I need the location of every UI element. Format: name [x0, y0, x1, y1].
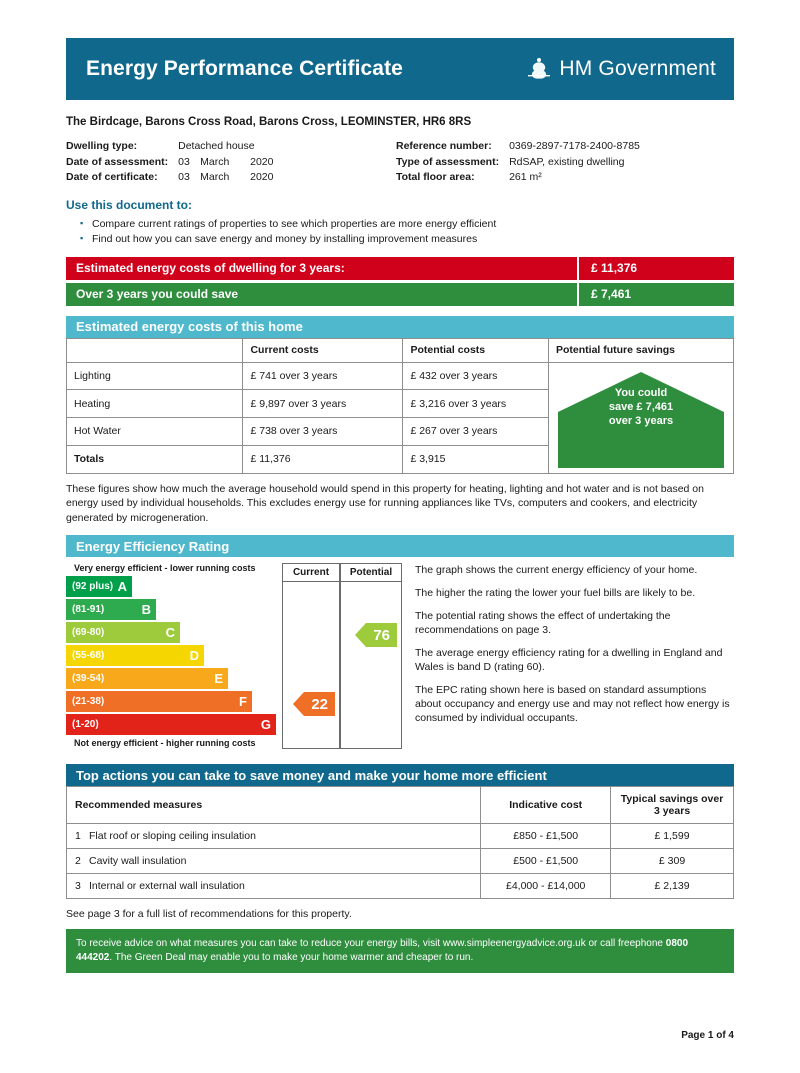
advice-text-2: or [585, 938, 598, 949]
rec-measure-2 [67, 849, 481, 874]
meta-left [66, 139, 396, 186]
costs-col-savings: Potential future savings [548, 338, 733, 362]
certificate-month: March [200, 171, 230, 183]
meta-right-labels [396, 139, 499, 186]
estimated-costs-table [66, 338, 734, 474]
rec-savings-2: £ 309 [611, 849, 734, 874]
estimated-energy-costs-bar [66, 257, 734, 280]
totals-current: £ 11,376 [243, 445, 403, 473]
rec-cost-3: £4,000 - £14,000 [481, 874, 611, 899]
royal-crest-icon [526, 56, 552, 82]
costs-col-current: Current costs [243, 338, 403, 362]
estimated-energy-costs-value: £ 11,376 [577, 257, 734, 280]
dwelling-type-value: Detached house [178, 140, 255, 152]
band-b [66, 599, 156, 620]
rec-measure-3 [67, 874, 481, 899]
band-g [66, 714, 276, 735]
rec-text-2: Cavity wall insulation [89, 855, 187, 867]
advice-text-3: call freephone [600, 938, 666, 949]
recs-col-savings: Typical savings over 3 years [611, 787, 734, 824]
document-header [66, 38, 734, 100]
eer-potential-header: Potential [340, 563, 402, 581]
band-f [66, 691, 252, 712]
totals-potential: £ 3,915 [403, 445, 549, 473]
table-row [67, 849, 734, 874]
eer-explanation [401, 563, 734, 748]
band-a-range: (92 plus) [72, 581, 114, 592]
eer-potential-column [340, 563, 402, 749]
savings-badge-text [556, 386, 726, 428]
eer-paragraph-4: The average energy efficiency rating for a dwelling in England and Wales is band D (rating 60). [415, 647, 723, 673]
band-a [66, 576, 132, 597]
band-c-letter: C [165, 625, 175, 640]
savings-house-graphic [556, 368, 726, 468]
potential-saving-value: £ 7,461 [577, 283, 734, 306]
costs-section-heading: Estimated energy costs of this home [66, 316, 734, 338]
eer-current-body [282, 581, 340, 749]
eer-bands [66, 563, 401, 748]
potential-saving-bar [66, 283, 734, 306]
estimated-energy-costs-label: Estimated energy costs of dwelling for 3 years: [76, 261, 345, 275]
band-g-letter: G [260, 717, 271, 732]
meta-left-values [168, 139, 273, 186]
band-d [66, 645, 204, 666]
potential-saving-label: Over 3 years you could save [76, 287, 239, 301]
page-title: Energy Performance Certificate [86, 57, 403, 80]
date-of-certificate-label: Date of certificate: [66, 171, 158, 183]
cost-potential-lighting: £ 432 over 3 years [403, 362, 549, 390]
current-rating-arrow [293, 692, 335, 716]
costs-note: These figures show how much the average household would spend in this property for heating, lighting and hot water and is not based on energy used by individual households. This excludes energy use for running appliances like TVs, computers and cookers, and electricity generated by microgeneration. [66, 482, 704, 524]
list-item: ▪ Find out how you can save energy and money by installing improvement measures [82, 232, 734, 247]
band-e-letter: E [214, 671, 223, 686]
table-header-row [67, 338, 734, 362]
advice-phone: 0800 444202 [76, 938, 689, 963]
band-e-range: (39-54) [72, 673, 105, 684]
band-d-range: (55-68) [72, 650, 105, 661]
reference-number-label: Reference number: [396, 140, 492, 152]
date-of-assessment-value [178, 155, 273, 171]
use-document-title: Use this document to: [66, 197, 193, 212]
rec-number-3: 3 [75, 880, 81, 892]
date-of-certificate-value [178, 170, 273, 186]
cost-item-heating: Heating [67, 390, 243, 418]
costs-col-potential: Potential costs [403, 338, 549, 362]
band-d-letter: D [189, 648, 199, 663]
cost-current-heating: £ 9,897 over 3 years [243, 390, 403, 418]
cost-current-lighting: £ 741 over 3 years [243, 362, 403, 390]
eer-paragraph-2: The higher the rating the lower your fuel bills are likely to be. [415, 587, 696, 599]
cost-item-hot-water: Hot Water [67, 418, 243, 446]
savings-line-1: You could [614, 386, 668, 399]
potential-savings-badge-cell [548, 362, 733, 473]
page-footer: Page 1 of 4 [681, 1030, 734, 1041]
cost-current-hot-water: £ 738 over 3 years [243, 418, 403, 446]
rec-savings-1: £ 1,599 [611, 824, 734, 849]
advice-url-link[interactable]: www.simpleenergyadvice.org.uk [442, 938, 586, 949]
assessment-month: March [200, 155, 230, 168]
recs-col-cost: Indicative cost [481, 787, 611, 824]
top-actions-heading: Top actions you can take to save money and make your home more efficient [66, 764, 734, 786]
rec-text-1: Flat roof or sloping ceiling insulation [89, 830, 256, 842]
table-row [67, 362, 734, 390]
eer-paragraph-3: The potential rating shows the effect of undertaking the recommendations on page 3. [415, 610, 671, 636]
eer-top-label: Very energy efficient - lower running costs [74, 563, 256, 573]
advice-text-1: To receive advice on what measures you can take to reduce your energy bills, visit [76, 938, 443, 949]
band-g-range: (1-20) [72, 719, 99, 730]
eer-current-header: Current [282, 563, 340, 581]
list-item: ▪ Compare current ratings of properties to see which properties are more energy efficient [82, 217, 734, 232]
assessment-day: 03 [178, 155, 190, 168]
totals-label: Totals [67, 445, 243, 473]
rec-text-3: Internal or external wall insulation [89, 880, 245, 892]
eer-potential-body [340, 581, 402, 749]
certificate-meta [66, 139, 734, 186]
band-c-range: (69-80) [72, 627, 105, 638]
potential-rating-arrow [355, 623, 397, 647]
certificate-year: 2020 [250, 171, 274, 183]
rec-number-1: 1 [75, 830, 81, 842]
table-header-row [67, 787, 734, 824]
total-floor-area-value: 261 m² [509, 171, 542, 183]
band-f-letter: F [239, 694, 247, 709]
advice-banner [66, 929, 734, 973]
see-page-note: See page 3 for a full list of recommendations for this property. [66, 908, 352, 920]
table-row [67, 824, 734, 849]
date-of-assessment-label: Date of assessment: [66, 155, 169, 168]
top-actions-table [66, 786, 734, 899]
certificate-day: 03 [178, 171, 190, 183]
eer-current-column [282, 563, 340, 749]
use-document-list [66, 217, 734, 247]
rec-measure-1 [67, 824, 481, 849]
band-e [66, 668, 228, 689]
eer-paragraph-1: The graph shows the current energy efficiency of your home. [415, 564, 698, 576]
current-rating-value: 22 [304, 692, 335, 716]
band-b-letter: B [141, 602, 151, 617]
costs-col-blank [67, 338, 243, 362]
hm-government-logo [526, 56, 716, 82]
rec-cost-1: £850 - £1,500 [481, 824, 611, 849]
type-of-assessment-label: Type of assessment: [396, 155, 500, 168]
epc-page [0, 38, 800, 1073]
cost-item-lighting: Lighting [67, 362, 243, 390]
meta-right [396, 139, 640, 186]
dwelling-type-label: Dwelling type: [66, 140, 138, 152]
savings-line-2: save £ 7,461 [608, 400, 674, 413]
rec-number-2: 2 [75, 855, 81, 867]
rec-savings-3: £ 2,139 [611, 874, 734, 899]
type-of-assessment-value: RdSAP, existing dwelling [509, 155, 625, 168]
assessment-year: 2020 [250, 155, 274, 168]
savings-line-3: over 3 years [608, 414, 674, 427]
total-floor-area-label: Total floor area: [396, 171, 475, 183]
eer-paragraph-5: The EPC rating shown here is based on standard assumptions about occupancy and energy use and may not reflect how energy is consumed by individual occupants. [415, 684, 730, 724]
table-row [67, 874, 734, 899]
advice-text-4: . The Green Deal may enable you to make your home warmer and cheaper to run. [109, 952, 474, 963]
band-f-range: (21-38) [72, 696, 105, 707]
band-a-letter: A [117, 579, 127, 594]
eer-section-heading: Energy Efficiency Rating [66, 535, 734, 557]
rec-cost-2: £500 - £1,500 [481, 849, 611, 874]
band-b-range: (81-91) [72, 604, 105, 615]
cost-potential-heating: £ 3,216 over 3 years [403, 390, 549, 418]
energy-efficiency-rating-chart [66, 563, 734, 748]
hm-government-text: HM Government [559, 57, 716, 80]
property-address: The Birdcage, Barons Cross Road, Barons Cross, LEOMINSTER, HR6 8RS [66, 116, 472, 128]
eer-bottom-label: Not energy efficient - higher running costs [74, 738, 256, 748]
meta-left-labels [66, 139, 168, 186]
cost-potential-hot-water: £ 267 over 3 years [403, 418, 549, 446]
band-c [66, 622, 180, 643]
reference-number-value: 0369-2897-7178-2400-8785 [509, 140, 640, 152]
meta-right-values [499, 139, 640, 186]
potential-rating-value: 76 [366, 623, 397, 647]
recs-col-measures: Recommended measures [67, 787, 481, 824]
